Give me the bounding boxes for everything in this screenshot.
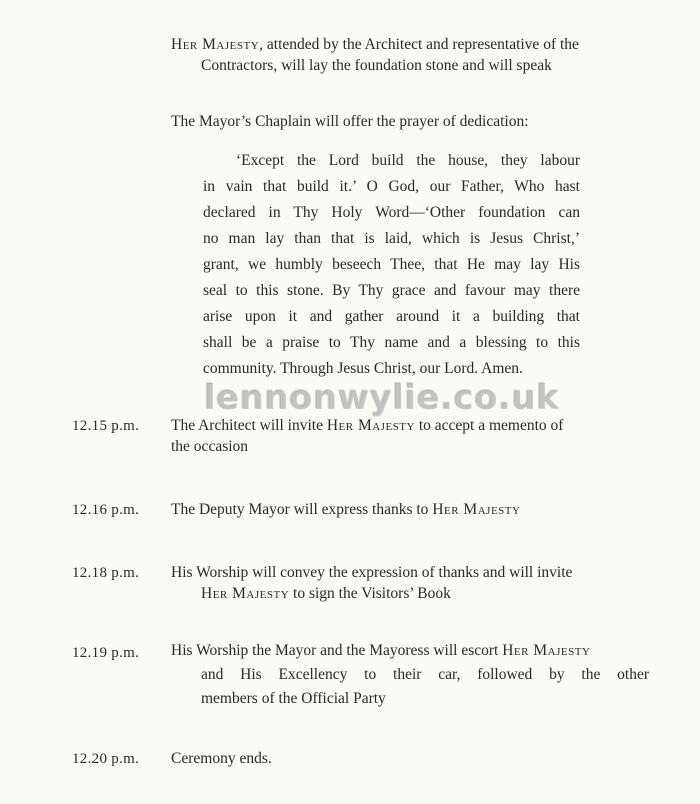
schedule-time: 12.18 p.m. <box>72 565 140 581</box>
chaplain-paragraph <box>171 111 649 132</box>
schedule-entry <box>171 499 649 520</box>
paragraph-text: , attended by the Architect and representative of the <box>259 36 579 53</box>
prayer-line: in vain that build it.’ O God, our Father, Who hast <box>203 178 580 195</box>
entry-text: The Architect will invite <box>171 417 327 434</box>
prayer-line: seal to this stone. By Thy grace and favour may there <box>203 282 580 299</box>
entry-continuation: members of the Official Party <box>201 690 386 707</box>
entry-text: His Worship the Mayor and the Mayoress will escort <box>171 642 503 659</box>
her-majesty-label: Her Majesty <box>171 36 260 53</box>
prayer-line: shall be a praise to Thy name and a blessing to this <box>203 334 580 351</box>
prayer-line: community. Through Jesus Christ, our Lord. Amen. <box>203 360 523 377</box>
entry-continuation: the occasion <box>171 438 249 455</box>
schedule-entry <box>171 639 649 711</box>
entry-text: The Deputy Mayor will express thanks to <box>171 501 433 518</box>
dedication-prayer <box>203 148 580 382</box>
prayer-line: no man lay than that is laid, which is Jesus Christ,’ <box>203 230 580 247</box>
watermark-text: lennonwylie.co.uk <box>204 378 560 418</box>
schedule-time: 12.15 p.m. <box>72 418 140 434</box>
her-majesty-label: Her Majesty <box>201 585 290 602</box>
prayer-line: ‘Except the Lord build the house, they labour <box>236 152 580 169</box>
her-majesty-label: Her Majesty <box>502 642 591 659</box>
her-majesty-label: Her Majesty <box>326 417 415 434</box>
schedule-entry <box>171 748 649 769</box>
prayer-line: grant, we humbly beseech Thee, that He may lay His <box>203 256 580 273</box>
entry-continuation <box>171 583 649 604</box>
schedule-time: 12.16 p.m. <box>72 502 140 518</box>
paragraph-continuation: Contractors, will lay the foundation stone and will speak <box>201 57 552 74</box>
schedule-entry <box>171 562 649 604</box>
schedule-entry <box>171 415 649 457</box>
foundation-stone-paragraph <box>171 34 649 76</box>
prayer-line: arise upon it and gather around it a building that <box>203 308 580 325</box>
paragraph-text: The Mayor’s Chaplain will offer the prayer of dedication: <box>171 113 529 130</box>
entry-text: to sign the Visitors’ Book <box>289 585 451 602</box>
entry-text: His Worship will convey the expression of thanks and will invite <box>171 564 573 581</box>
entry-continuation: and His Excellency to their car, followed by the other <box>201 666 649 683</box>
entry-text: Ceremony ends. <box>171 750 272 767</box>
schedule-time: 12.20 p.m. <box>72 751 140 767</box>
her-majesty-label: Her Majesty <box>432 501 521 518</box>
entry-text: to accept a memento of <box>414 417 564 434</box>
prayer-line: declared in Thy Holy Word—‘Other foundation can <box>203 204 580 221</box>
schedule-time: 12.19 p.m. <box>72 645 140 661</box>
